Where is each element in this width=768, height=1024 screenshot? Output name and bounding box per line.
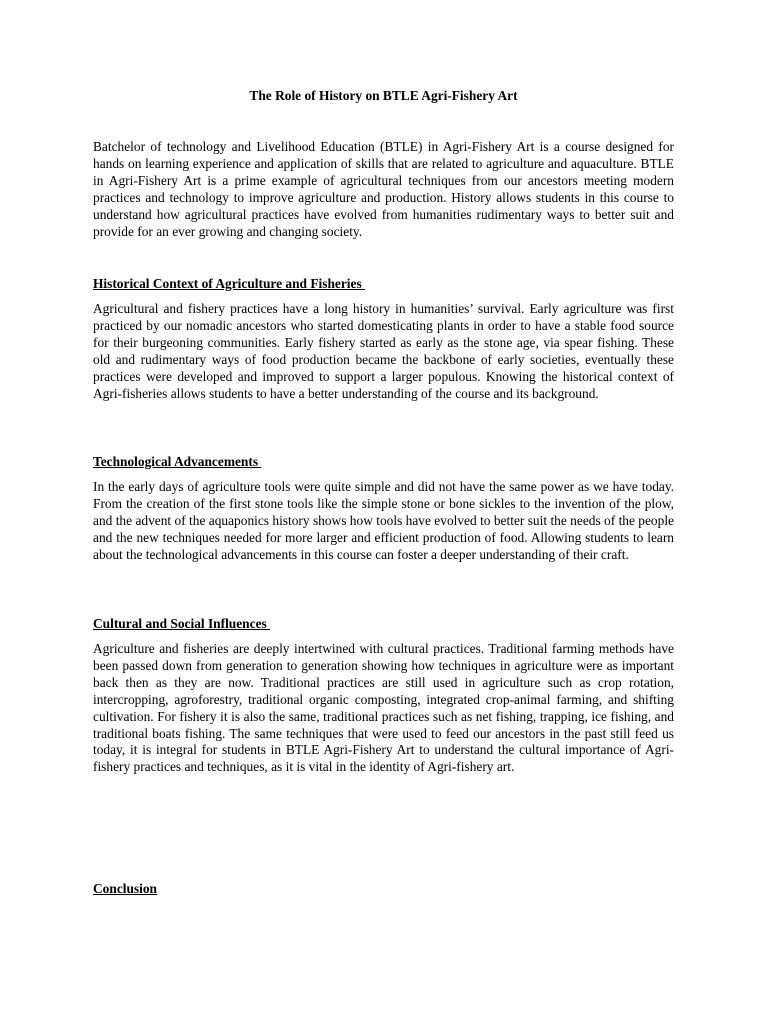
section-body-cultural-social-influences: Agriculture and fisheries are deeply intertwined with cultural practices. Traditional farming methods have been passed down from generation to generation showing how techniques in agriculture were as important back then as they are now. Traditional practices are still used in agriculture such as crop rotation, intercropping, agroforestry, traditional organic composting, integrated crop-animal farming, and shifting cultivation. For fishery it is also the same, traditional practices such as net fishing, trapping, ice fishing, and traditional boats fishing. The same techniques that were used to feed our ancestors in the past still feed us today, it is integral for students in BTLE Agri-Fishery Art to understand the cultural importance of Agri-fishery practices and techniques, as it is vital in the identity of Agri-fishery art. — [93, 641, 674, 775]
intro-paragraph: Batchelor of technology and Livelihood Education (BTLE) in Agri-Fishery Art is a course designed for hands on learning experience and application of skills that are related to agriculture and aquaculture. BTLE in Agri-Fishery Art is a prime example of agricultural techniques from our ancestors meeting modern practices and technology to improve agriculture and production. History allows students in this course to understand how agricultural practices have evolved from humanities rudimentary ways to better suit and provide for an ever growing and changing society. — [93, 139, 674, 239]
section-body-historical-context: Agricultural and fishery practices have a long history in humanities’ survival. Early agriculture was first practiced by our nomadic ancestors who started domesticating plants in order to have a stable food source for their burgeoning communities. Early fishery started as early as the stone age, via spear fishing. These old and rudimentary ways of food production became the backbone of early societies, eventually these practices were developed and improved to support a larger populous. Knowing the historical context of Agri-fisheries allows students to have a better understanding of the course and its background. — [93, 301, 674, 401]
section-heading-technological-advancements: Technological Advancements — [93, 454, 262, 469]
document-title: The Role of History on BTLE Agri-Fishery Art — [249, 88, 518, 103]
section-body-technological-advancements: In the early days of agriculture tools were quite simple and did not have the same power as we have today. From the creation of the first stone tools like the simple stone or bone sickles to the invention of the plow, and the advent of the aquaponics history shows how tools have evolved to better suit the needs of the people and the new techniques needed for more larger and efficient production of food. Allowing students to learn about the technological advancements in this course can foster a deeper understanding of their craft. — [93, 479, 674, 562]
section-heading-conclusion: Conclusion — [93, 881, 157, 896]
section-heading-cultural-social-influences: Cultural and Social Influences — [93, 616, 271, 631]
section-heading-historical-context: Historical Context of Agriculture and Fisheries — [93, 276, 365, 291]
